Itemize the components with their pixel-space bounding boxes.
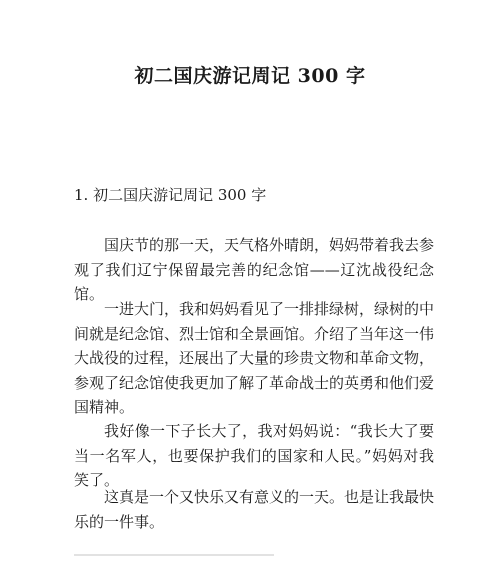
section-heading: 1. 初二国庆游记周记 300 字 <box>74 186 267 204</box>
paragraph-4: 这真是一个又快乐又有意义的一天。也是让我最快乐的一件事。 <box>74 488 435 531</box>
paragraph-1: 国庆节的那一天，天气格外晴朗，妈妈带着我去参观了我们辽宁保留最完善的纪念馆——辽沈战役纪念馆。 <box>74 236 435 303</box>
paragraph-3: 我好像一下子长大了，我对妈妈说：“我长大了要当一名军人，也要保护我们的国家和人民。”妈妈对我笑了。 <box>74 422 434 489</box>
document-title: 初二国庆游记周记 300 字 <box>134 65 366 87</box>
faint-footer-line <box>74 552 274 558</box>
paragraph-2: 一进大门，我和妈妈看见了一排排绿树，绿树的中间就是纪念馆、烈士馆和全景画馆。介绍了当年这一伟大战役的过程，还展出了大量的珍贵文物和革命文物，参观了纪念馆使我更加了解了革命战士的英勇和他们爱国精神。 <box>74 300 435 416</box>
